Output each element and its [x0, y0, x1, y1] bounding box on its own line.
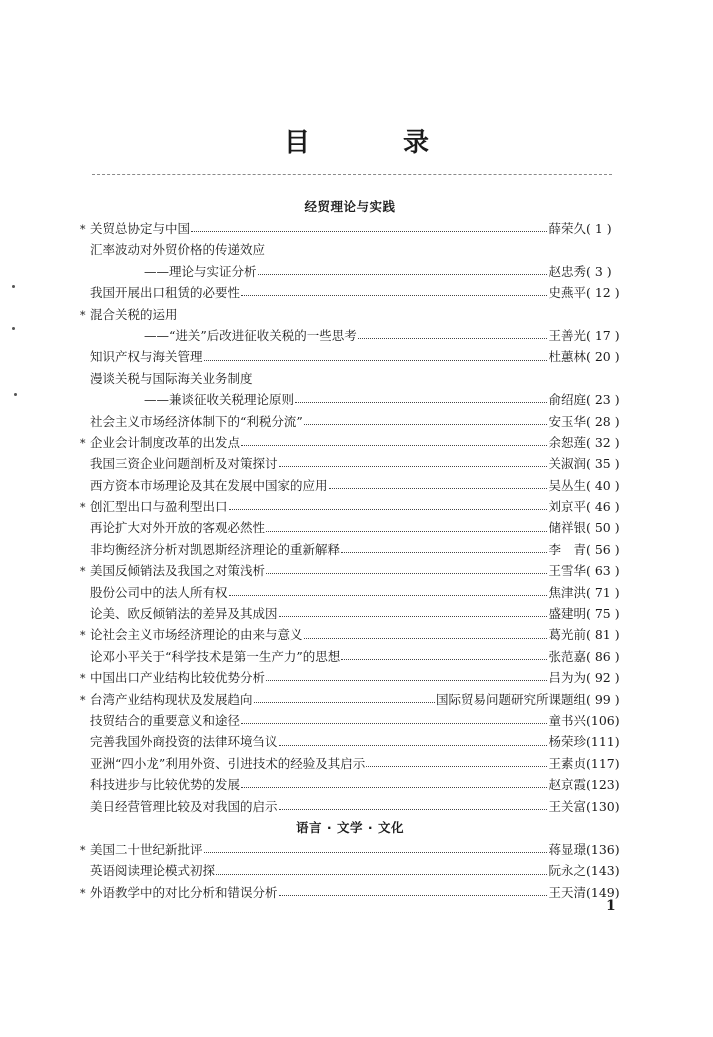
entry-title: 混合关税的运用	[90, 306, 178, 322]
entry-page: ( 50 )	[586, 520, 620, 536]
dot-leader	[204, 852, 548, 853]
entry-page: (106)	[586, 712, 620, 728]
entry-page: ( 35 )	[586, 456, 620, 472]
toc-entry[interactable]	[80, 624, 620, 645]
dot-leader	[258, 274, 548, 275]
toc-entry[interactable]	[80, 689, 620, 710]
entry-author: 王天清	[548, 884, 586, 900]
dot-leader	[241, 787, 547, 788]
dot-leader	[229, 509, 548, 510]
toc-entry[interactable]	[80, 774, 620, 795]
entry-author: 吴丛生	[548, 477, 586, 493]
dot-leader	[241, 445, 547, 446]
scan-mark	[14, 393, 17, 396]
dot-leader	[241, 295, 547, 296]
dot-leader	[279, 616, 548, 617]
entry-title: 关贸总协定与中国	[90, 221, 191, 236]
page-number: 1	[606, 898, 616, 914]
entry-author: 焦津洪	[548, 584, 586, 600]
toc-entry[interactable]	[80, 603, 620, 624]
toc-entry[interactable]	[80, 496, 620, 517]
entry-title: 科技进步与比较优势的发展	[90, 777, 241, 793]
entry-author: 李 青	[548, 541, 586, 557]
dot-leader	[266, 531, 547, 532]
entry-title: 论社会主义市场经济理论的由来与意义	[90, 627, 303, 643]
entry-author: 赵京霞	[548, 777, 586, 793]
entry-author: 国际贸易问题研究所课题组	[435, 691, 586, 707]
toc-entry[interactable]	[80, 517, 620, 538]
entry-title: 台湾产业结构现状及发展趋向	[90, 691, 253, 707]
dot-leader	[241, 723, 547, 724]
toc-entry[interactable]	[80, 753, 620, 774]
toc-entry[interactable]	[80, 411, 620, 432]
dot-leader	[279, 809, 548, 810]
toc-entry[interactable]	[80, 710, 620, 731]
entry-page: ( 20 )	[586, 349, 620, 365]
asterisk-mark: *	[80, 693, 86, 707]
toc-entry[interactable]	[80, 453, 620, 474]
asterisk-mark: *	[80, 843, 86, 857]
dot-leader	[366, 766, 547, 767]
entry-title: 西方资本市场理论及其在发展中国家的应用	[90, 477, 328, 493]
section-heading: 语言 · 文学 · 文化	[296, 819, 404, 835]
entry-page: ( 3 )	[586, 263, 612, 279]
toc-entry[interactable]	[80, 539, 620, 560]
toc-entry[interactable]	[80, 239, 620, 260]
toc-entry[interactable]	[80, 796, 620, 817]
entry-page: (117)	[586, 755, 620, 771]
toc-entry[interactable]	[80, 218, 620, 239]
dot-leader	[358, 338, 548, 339]
entry-title: 美日经营管理比较及对我国的启示	[90, 798, 278, 814]
entry-page: ( 63 )	[586, 563, 620, 579]
entry-page: ( 17 )	[586, 327, 620, 343]
entry-author: 阮永之	[548, 863, 586, 879]
entry-author: 安玉华	[548, 413, 586, 429]
entry-author: 葛光前	[548, 627, 586, 643]
entry-author: 王善光	[548, 327, 586, 343]
entry-title: 美国二十世纪新批评	[90, 841, 203, 857]
entry-page: ( 40 )	[586, 477, 620, 493]
toc-entry[interactable]	[80, 839, 620, 860]
entry-title: 外语教学中的对比分析和错误分析	[90, 884, 278, 900]
entry-author: 余恕莲	[548, 434, 586, 450]
dot-leader	[204, 360, 548, 361]
entry-page: ( 12 )	[586, 285, 620, 301]
toc-entry[interactable]	[80, 261, 620, 282]
entry-page: ( 71 )	[586, 584, 620, 600]
asterisk-mark: *	[80, 886, 86, 900]
entry-page: ( 46 )	[586, 499, 620, 515]
table-of-contents	[80, 196, 620, 903]
section-heading: 经贸理论与实践	[304, 199, 396, 214]
entry-title: 论美、欧反倾销法的差异及其成因	[90, 606, 278, 622]
entry-page: ( 86 )	[586, 648, 620, 664]
dot-leader	[266, 573, 547, 574]
entry-title: 我国三资企业问题剖析及对策探讨	[90, 456, 278, 472]
entry-title: 创汇型出口与盈利型出口	[90, 499, 228, 515]
toc-entry[interactable]	[80, 860, 620, 881]
page-title: 目 录	[283, 128, 472, 158]
entry-author: 刘京平	[548, 499, 586, 515]
dot-leader	[341, 659, 547, 660]
entry-author: 杨荣珍	[548, 734, 586, 750]
entry-title: 完善我国外商投资的法律环境刍议	[90, 734, 278, 750]
entry-page: ( 99 )	[586, 691, 620, 707]
entry-title: 社会主义市场经济体制下的“利税分流”	[90, 413, 303, 429]
entry-page: ( 92 )	[586, 670, 620, 686]
entry-author: 童书兴	[548, 712, 586, 728]
entry-author: 史燕平	[548, 285, 586, 301]
entry-page: ( 75 )	[586, 606, 620, 622]
toc-entry[interactable]	[80, 731, 620, 752]
asterisk-mark: *	[80, 223, 86, 236]
toc-entry[interactable]	[80, 582, 620, 603]
entry-title: 中国出口产业结构比较优势分析	[90, 670, 266, 686]
entry-title: ——“进关”后改进征收关税的一些思考	[144, 327, 357, 343]
entry-title: 再论扩大对外开放的客观必然性	[90, 520, 266, 536]
scan-mark	[12, 285, 15, 288]
entry-page: ( 23 )	[586, 392, 620, 408]
entry-author: 蒋显璟	[548, 841, 586, 857]
toc-entry[interactable]	[80, 667, 620, 688]
toc-entry[interactable]	[80, 389, 620, 410]
entry-page: (136)	[586, 841, 620, 857]
entry-author: 杜蕙林	[548, 349, 586, 365]
entry-author: 吕为为	[548, 670, 586, 686]
toc-entry[interactable]	[80, 325, 620, 346]
entry-page: (111)	[586, 734, 620, 750]
entry-title: 股份公司中的法人所有权	[90, 584, 228, 600]
entry-page: ( 56 )	[586, 541, 620, 557]
toc-entry[interactable]	[80, 475, 620, 496]
entry-author: 储祥银	[548, 520, 586, 536]
dot-leader	[229, 595, 548, 596]
toc-entry[interactable]	[80, 346, 620, 367]
dot-leader	[341, 552, 547, 553]
entry-title: 技贸结合的重要意义和途径	[90, 712, 241, 728]
entry-page: ( 81 )	[586, 627, 620, 643]
toc-entry[interactable]	[80, 560, 620, 581]
entry-page: (143)	[586, 863, 620, 879]
asterisk-mark: *	[80, 672, 86, 686]
entry-page: ( 28 )	[586, 413, 620, 429]
entry-author: 关淑润	[548, 456, 586, 472]
dot-leader	[295, 402, 547, 403]
toc-entry[interactable]	[80, 882, 620, 903]
entry-page: (149)	[586, 884, 620, 900]
title-divider	[92, 174, 612, 175]
entry-author: 薛荣久	[548, 221, 586, 236]
entry-title: 美国反倾销法及我国之对策浅析	[90, 563, 266, 579]
dot-leader	[279, 745, 548, 746]
entry-author: 王素贞	[548, 755, 586, 771]
toc-entry[interactable]	[80, 304, 620, 325]
entry-title: 汇率波动对外贸价格的传递效应	[90, 242, 266, 258]
entry-author: 张范嘉	[548, 648, 586, 664]
asterisk-mark: *	[80, 308, 86, 322]
entry-title: 英语阅读理论模式初探	[90, 863, 216, 879]
toc-entry[interactable]	[80, 368, 620, 389]
entry-author: 俞绍庭	[548, 392, 586, 408]
entry-title: 企业会计制度改革的出发点	[90, 434, 241, 450]
entry-title: 漫谈关税与国际海关业务制度	[90, 370, 253, 386]
entry-title: 知识产权与海关管理	[90, 349, 203, 365]
entry-author: 赵忠秀	[548, 263, 586, 279]
entry-page: ( 1 )	[586, 221, 612, 236]
dot-leader	[304, 424, 548, 425]
toc-entry[interactable]	[80, 646, 620, 667]
dot-leader	[279, 466, 548, 467]
entry-title: 我国开展出口租赁的必要性	[90, 285, 241, 301]
entry-page: ( 32 )	[586, 434, 620, 450]
scan-mark	[12, 327, 15, 330]
asterisk-mark: *	[80, 629, 86, 643]
entry-author: 王雪华	[548, 563, 586, 579]
asterisk-mark: *	[80, 501, 86, 515]
entry-title: 非均衡经济分析对凯恩斯经济理论的重新解释	[90, 541, 341, 557]
entry-page: (123)	[586, 777, 620, 793]
asterisk-mark: *	[80, 436, 86, 450]
dot-leader	[304, 638, 548, 639]
dot-leader	[266, 680, 547, 681]
dot-leader	[254, 702, 435, 703]
entry-author: 王关富	[548, 798, 586, 814]
entry-page: (130)	[586, 798, 620, 814]
toc-entry[interactable]	[80, 432, 620, 453]
entry-author: 盛建明	[548, 606, 586, 622]
entry-title: ——理论与实证分析	[144, 263, 257, 279]
dot-leader	[329, 488, 548, 489]
dot-leader	[279, 895, 548, 896]
entry-title: ——兼谈征收关税理论原则	[144, 392, 295, 408]
entry-title: 亚洲“四小龙”利用外资、引进技术的经验及其启示	[90, 755, 366, 771]
dot-leader	[191, 231, 547, 232]
entry-title: 论邓小平关于“科学技术是第一生产力”的思想	[90, 648, 341, 664]
dot-leader	[216, 874, 547, 875]
asterisk-mark: *	[80, 565, 86, 579]
toc-entry[interactable]	[80, 282, 620, 303]
